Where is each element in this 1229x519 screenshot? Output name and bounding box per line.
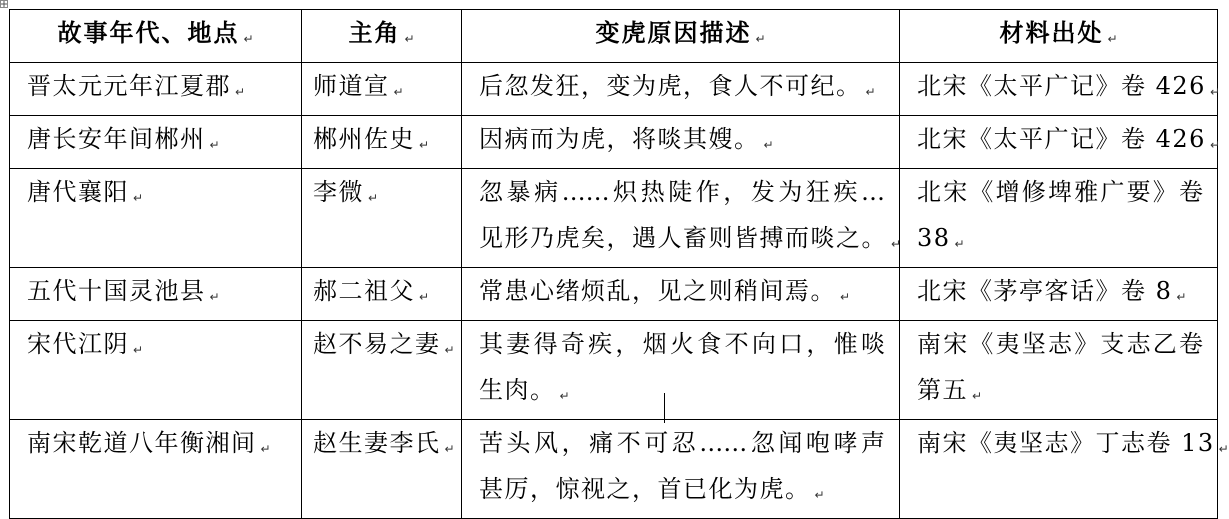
cell-text: 师道宣 <box>313 72 390 100</box>
cell-description[interactable] <box>462 169 900 268</box>
cell-place[interactable] <box>10 268 302 321</box>
paragraph-mark-icon: ↵ <box>235 85 246 99</box>
paragraph-mark-icon: ↵ <box>1209 85 1220 99</box>
cell-text-line: 生肉。 <box>479 376 556 404</box>
cell-text-line: 北宋《增修埤雅广要》卷 <box>917 178 1203 206</box>
cell-text: 宋代江阴 <box>27 330 129 358</box>
cell-text: 北宋《太平广记》卷 426 <box>917 125 1206 153</box>
cell-source[interactable] <box>900 169 1218 268</box>
paragraph-mark-icon: ↵ <box>419 138 430 152</box>
paragraph-mark-icon: ↵ <box>133 343 144 357</box>
paragraph-mark-icon: ↵ <box>444 442 455 456</box>
cell-protagonist[interactable] <box>302 63 462 116</box>
cell-text: 北宋《茅亭客话》卷 8 <box>917 277 1173 305</box>
paragraph-mark-icon: ↵ <box>393 85 404 99</box>
table-row <box>10 420 1218 519</box>
cell-text-line: 忽暴病……炽热陡作，发为狂疾… <box>479 178 885 206</box>
cell-text: 郝二祖父 <box>313 277 415 305</box>
story-table <box>9 9 1229 519</box>
cell-source[interactable] <box>900 268 1218 321</box>
paragraph-mark-icon: ↵ <box>972 389 983 403</box>
cell-text: 后忽发狂，变为虎，食人不可纪。 <box>479 72 862 100</box>
cell-text: 南宋《夷坚志》丁志卷 13 <box>917 429 1215 457</box>
cell-description[interactable] <box>462 420 900 519</box>
cell-protagonist[interactable] <box>302 169 462 268</box>
paragraph-mark-icon: ↵ <box>1209 138 1220 152</box>
paragraph-mark-icon: ↵ <box>840 290 851 304</box>
cell-text: 常患心绪烦乱，见之则稍间焉。 <box>479 277 836 305</box>
cell-source[interactable] <box>900 116 1218 169</box>
table-header-row <box>10 10 1218 63</box>
cell-text: 五代十国灵池县 <box>27 277 206 305</box>
cell-description[interactable] <box>462 116 900 169</box>
header-cell-place[interactable] <box>10 10 302 63</box>
paragraph-mark-icon: ↵ <box>243 32 254 46</box>
paragraph-mark-icon: ↵ <box>209 138 220 152</box>
cell-place[interactable] <box>10 63 302 116</box>
cell-text: 唐长安年间郴州 <box>27 125 206 153</box>
paragraph-mark-icon: ↵ <box>1218 442 1229 456</box>
header-cell-source[interactable] <box>900 10 1218 63</box>
paragraph-mark-icon: ↵ <box>368 191 379 205</box>
cell-place[interactable] <box>10 169 302 268</box>
cell-text-line: 第五 <box>917 376 968 404</box>
cell-text: 北宋《太平广记》卷 426 <box>917 72 1206 100</box>
paragraph-mark-icon: ↵ <box>755 32 766 46</box>
cell-text: 郴州佐史 <box>313 125 415 153</box>
cell-text: 赵不易之妻 <box>313 330 441 358</box>
paragraph-mark-icon: ↵ <box>814 488 825 502</box>
cell-place[interactable] <box>10 321 302 420</box>
cell-text-line: 其妻得奇疾，烟火食不向口，惟啖 <box>479 330 885 358</box>
paragraph-mark-icon: ↵ <box>1176 290 1187 304</box>
cell-source[interactable] <box>900 63 1218 116</box>
cell-text-line: 见形乃虎矣，遇人畜则皆搏而啖之。 <box>479 224 887 252</box>
text-cursor <box>664 393 665 423</box>
cell-protagonist[interactable] <box>302 268 462 321</box>
cell-text-line: 苦头风，痛不可忍……忽闻咆哮声 <box>479 429 885 457</box>
table-row <box>10 169 1218 268</box>
table-row <box>10 321 1218 420</box>
header-label: 材料出处 <box>999 18 1104 47</box>
paragraph-mark-icon: ↵ <box>559 389 570 403</box>
paragraph-mark-icon: ↵ <box>1107 32 1118 46</box>
cell-description[interactable] <box>462 268 900 321</box>
cell-description[interactable] <box>462 63 900 116</box>
header-cell-description[interactable] <box>462 10 900 63</box>
cell-description[interactable] <box>462 321 900 420</box>
cell-text-line: 甚厉，惊视之，首已化为虎。 <box>479 475 811 503</box>
header-label: 故事年代、地点 <box>57 18 240 47</box>
cell-text: 李微 <box>313 178 364 206</box>
cell-source[interactable] <box>900 420 1229 519</box>
paragraph-mark-icon: ↵ <box>419 290 430 304</box>
paragraph-mark-icon: ↵ <box>763 138 774 152</box>
paragraph-mark-icon: ↵ <box>133 191 144 205</box>
cell-source[interactable] <box>900 321 1218 420</box>
paragraph-mark-icon: ↵ <box>865 85 876 99</box>
table-row <box>10 63 1218 116</box>
cell-text-line: 38 <box>917 224 951 252</box>
cell-text: 赵生妻李氏 <box>313 429 441 457</box>
paragraph-mark-icon: ↵ <box>209 290 220 304</box>
table-row <box>10 116 1218 169</box>
cell-text: 晋太元元年江夏郡 <box>27 72 231 100</box>
cell-text: 因病而为虎，将啖其嫂。 <box>479 125 760 153</box>
cell-protagonist[interactable] <box>302 420 462 519</box>
header-label: 变虎原因描述 <box>595 18 752 47</box>
cell-protagonist[interactable] <box>302 321 462 420</box>
cell-text-line: 南宋《夷坚志》支志乙卷 <box>917 330 1203 358</box>
header-cell-protagonist[interactable] <box>302 10 462 63</box>
paragraph-mark-icon: ↵ <box>404 32 415 46</box>
cell-place[interactable] <box>10 420 302 519</box>
paragraph-mark-icon: ↵ <box>891 237 902 251</box>
cell-place[interactable] <box>10 116 302 169</box>
cell-text: 南宋乾道八年衡湘间 <box>27 429 257 457</box>
paragraph-mark-icon: ↵ <box>260 442 271 456</box>
header-label: 主角 <box>348 18 401 47</box>
paragraph-mark-icon: ↵ <box>444 343 455 357</box>
paragraph-mark-icon: ↵ <box>954 237 965 251</box>
table-row <box>10 268 1218 321</box>
table-move-handle-icon[interactable] <box>0 0 8 8</box>
cell-protagonist[interactable] <box>302 116 462 169</box>
cell-text: 唐代襄阳 <box>27 178 129 206</box>
